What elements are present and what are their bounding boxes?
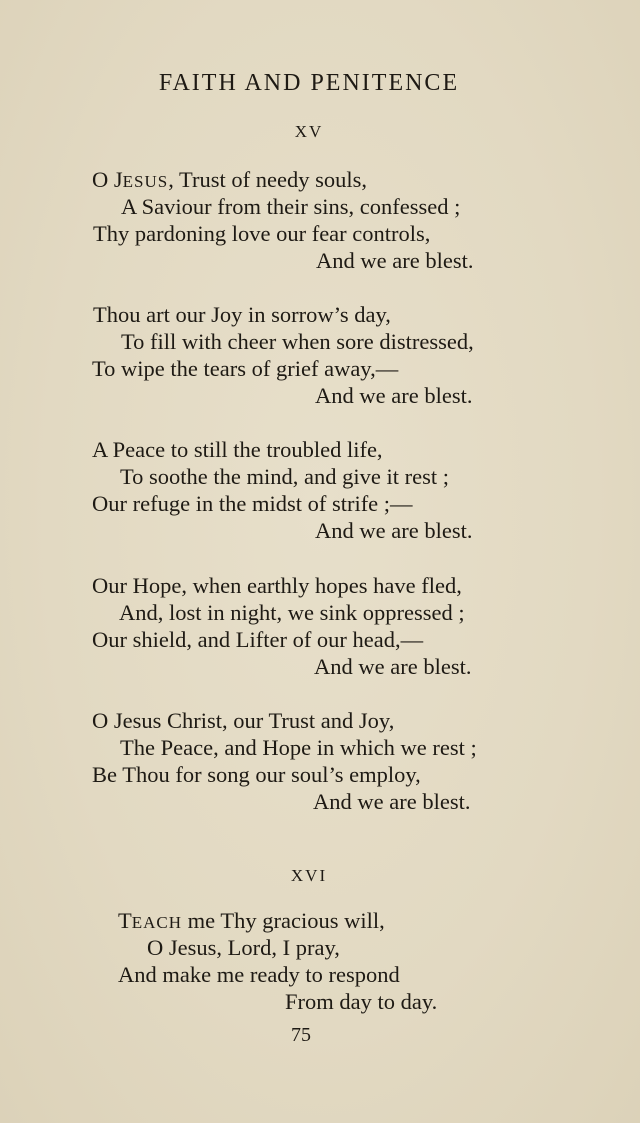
verse-line: To fill with cheer when sore distressed,: [121, 329, 474, 354]
verse-refrain: And we are blest.: [315, 518, 473, 543]
verse-line: Our shield, and Lifter of our head,—: [92, 627, 424, 652]
verse-refrain: And we are blest.: [314, 654, 472, 679]
verse-line: And make me ready to respond: [118, 962, 400, 987]
verse-refrain: And we are blest.: [313, 789, 471, 814]
verse-line: Our refuge in the midst of strife ;—: [92, 491, 413, 516]
hymn-numeral-xv: XV: [294, 122, 324, 141]
verse-line: A Peace to still the troubled life,: [92, 437, 383, 462]
verse-refrain: From day to day.: [285, 989, 438, 1014]
verse-line: Thy pardoning love our fear controls,: [93, 221, 431, 246]
page-number: 75: [291, 1024, 311, 1046]
verse-line: To wipe the tears of grief away,—: [92, 356, 399, 381]
verse-refrain: And we are blest.: [316, 248, 474, 273]
verse-line: Thou art our Joy in sorrow’s day,: [93, 302, 391, 327]
verse-refrain: And we are blest.: [315, 383, 473, 408]
verse-line: And, lost in night, we sink oppressed ;: [119, 600, 465, 625]
verse-line: O JESUS, Trust of needy souls,: [92, 167, 367, 192]
verse-line: O Jesus Christ, our Trust and Joy,: [92, 708, 395, 733]
verse-line: O Jesus, Lord, I pray,: [147, 935, 340, 960]
page-title: FAITH AND PENITENCE: [158, 70, 460, 96]
hymn-numeral-xvi: XVI: [290, 866, 328, 885]
verse-line: A Saviour from their sins, confessed ;: [121, 194, 461, 219]
verse-line: TEACH me Thy gracious will,: [118, 908, 385, 933]
verse-line: Be Thou for song our soul’s employ,: [92, 762, 421, 787]
verse-line: The Peace, and Hope in which we rest ;: [120, 735, 477, 760]
verse-line: Our Hope, when earthly hopes have fled,: [92, 573, 462, 598]
verse-line: To soothe the mind, and give it rest ;: [120, 464, 449, 489]
